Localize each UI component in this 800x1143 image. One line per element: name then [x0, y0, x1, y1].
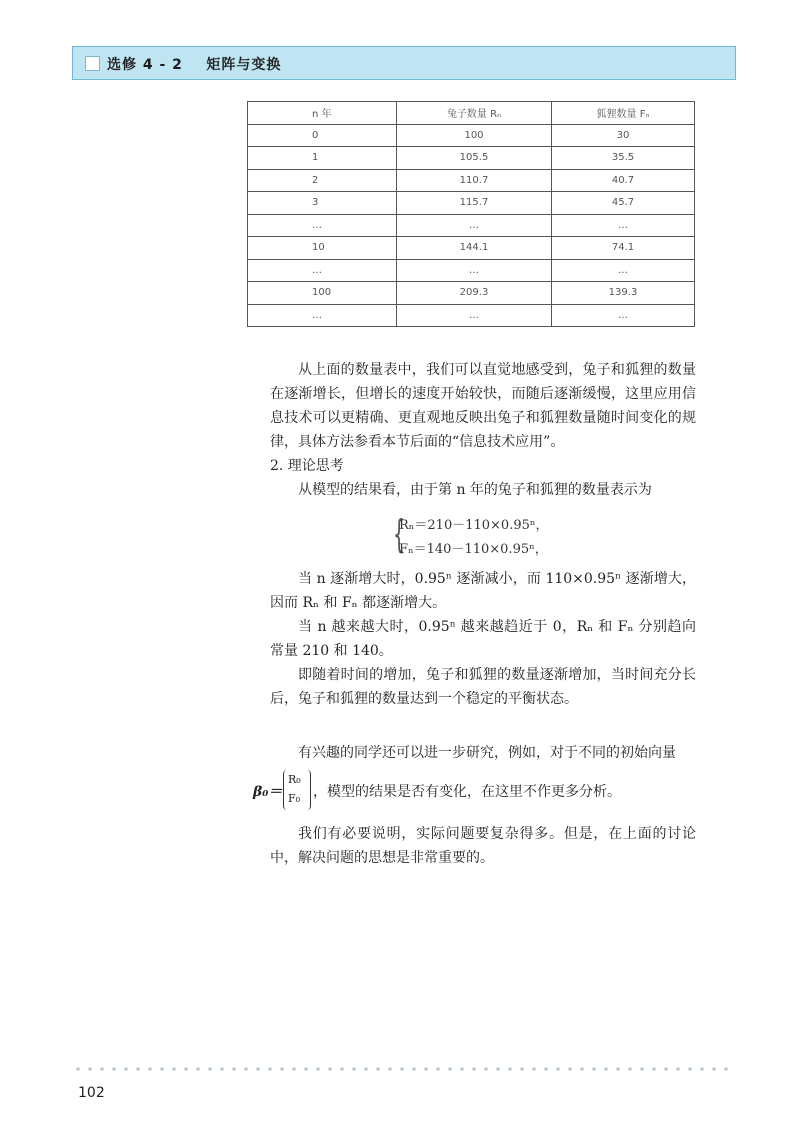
page-number: 102 [78, 1085, 105, 1101]
paragraph: 即随着时间的增加，兔子和狐狸的数量逐渐增加，当时间充分长后，兔子和狐狸的数量达到一个稳定的平衡状态。 [270, 667, 696, 707]
table-cell: 209.3 [397, 282, 552, 305]
brace-symbol: { [393, 512, 406, 556]
table-cell: … [248, 304, 397, 327]
paragraph: 当 n 逐渐增大时，0.95ⁿ 逐渐减小，而 110×0.95ⁿ 逐渐增大，因而 Rₙ 和 Fₙ 都逐渐增大。 [270, 571, 696, 611]
table-cell: 74.1 [552, 237, 695, 260]
table-row [248, 304, 695, 327]
paragraph: 有兴趣的同学还可以进一步研究，例如，对于不同的初始向量 [298, 745, 676, 761]
table-row [248, 282, 695, 305]
table-cell: 139.3 [552, 282, 695, 305]
table-cell: 100 [248, 282, 397, 305]
table-cell: 45.7 [552, 192, 695, 215]
table-cell: 110.7 [397, 169, 552, 192]
header-square-icon [85, 56, 100, 71]
table-header-row [248, 102, 695, 125]
paragraph: 当 n 越来越大时，0.95ⁿ 越来越趋近于 0，Rₙ 和 Fₙ 分别趋向常量 210 和 140。 [270, 619, 696, 659]
vector-entry-f: F₀ [288, 792, 301, 805]
table-cell: 1 [248, 147, 397, 170]
footer-dot-divider [72, 1066, 734, 1072]
table-header-cell: 狐狸数量 Fₙ [552, 102, 695, 125]
table-cell: … [248, 259, 397, 282]
table-cell: 105.5 [397, 147, 552, 170]
paragraph-block-1 [270, 358, 696, 502]
equation-f: Fₙ＝140－110×0.95ⁿ， [399, 542, 548, 557]
equation-system [395, 512, 615, 558]
table-cell: 0 [248, 124, 397, 147]
table-row [248, 124, 695, 147]
table-cell: 100 [397, 124, 552, 147]
table-cell: 40.7 [552, 169, 695, 192]
column-vector [283, 770, 311, 810]
paragraph: 我们有必要说明，实际问题要复杂得多。但是，在上面的讨论中，解决问题的思想是非常重要的。 [270, 826, 696, 866]
population-table [247, 101, 695, 327]
table-row [248, 169, 695, 192]
table-cell: 144.1 [397, 237, 552, 260]
equation-r: Rₙ＝210－110×0.95ⁿ， [399, 518, 549, 533]
table-header-cell: 兔子数量 Rₙ [397, 102, 552, 125]
vector-label: β₀＝ [253, 784, 283, 800]
table-row [248, 147, 695, 170]
paragraph-block-2 [270, 567, 696, 711]
table-cell: … [397, 259, 552, 282]
table-cell: … [397, 214, 552, 237]
vector-entry-r: R₀ [288, 773, 301, 786]
initial-vector-line [253, 770, 703, 814]
table-header-cell: n 年 [248, 102, 397, 125]
table-row [248, 237, 695, 260]
table-cell: … [552, 214, 695, 237]
table-cell: 10 [248, 237, 397, 260]
table-cell: … [552, 304, 695, 327]
table-cell: … [248, 214, 397, 237]
section-heading-text: 2. 理论思考 [270, 458, 344, 474]
chapter-header [72, 46, 736, 80]
vector-sentence: ，模型的结果是否有变化，在这里不作更多分析。 [313, 784, 621, 800]
paragraph: 从上面的数量表中，我们可以直觉地感受到，兔子和狐狸的数量在逐渐增长，但增长的速度开始较快，而随后逐渐缓慢，这里应用信息技术可以更精确、更直观地反映出兔子和狐狸数量随时间变化的规律，具体方法参看本节后面的“信息技术应用”。 [270, 362, 696, 450]
section-heading [270, 454, 696, 478]
table-cell: … [397, 304, 552, 327]
paragraph: 从模型的结果看，由于第 n 年的兔子和狐狸的数量表示为 [298, 482, 652, 498]
table-row [248, 192, 695, 215]
table-cell: 2 [248, 169, 397, 192]
table-cell: 3 [248, 192, 397, 215]
paragraph-block-3 [270, 741, 696, 765]
table-cell: 30 [552, 124, 695, 147]
table-row [248, 214, 695, 237]
table-cell: 35.5 [552, 147, 695, 170]
table-cell: … [552, 259, 695, 282]
paragraph-block-4 [270, 822, 696, 870]
table-cell: 115.7 [397, 192, 552, 215]
table-row [248, 259, 695, 282]
chapter-title: 选修 4 - 2 矩阵与变换 [107, 57, 282, 73]
